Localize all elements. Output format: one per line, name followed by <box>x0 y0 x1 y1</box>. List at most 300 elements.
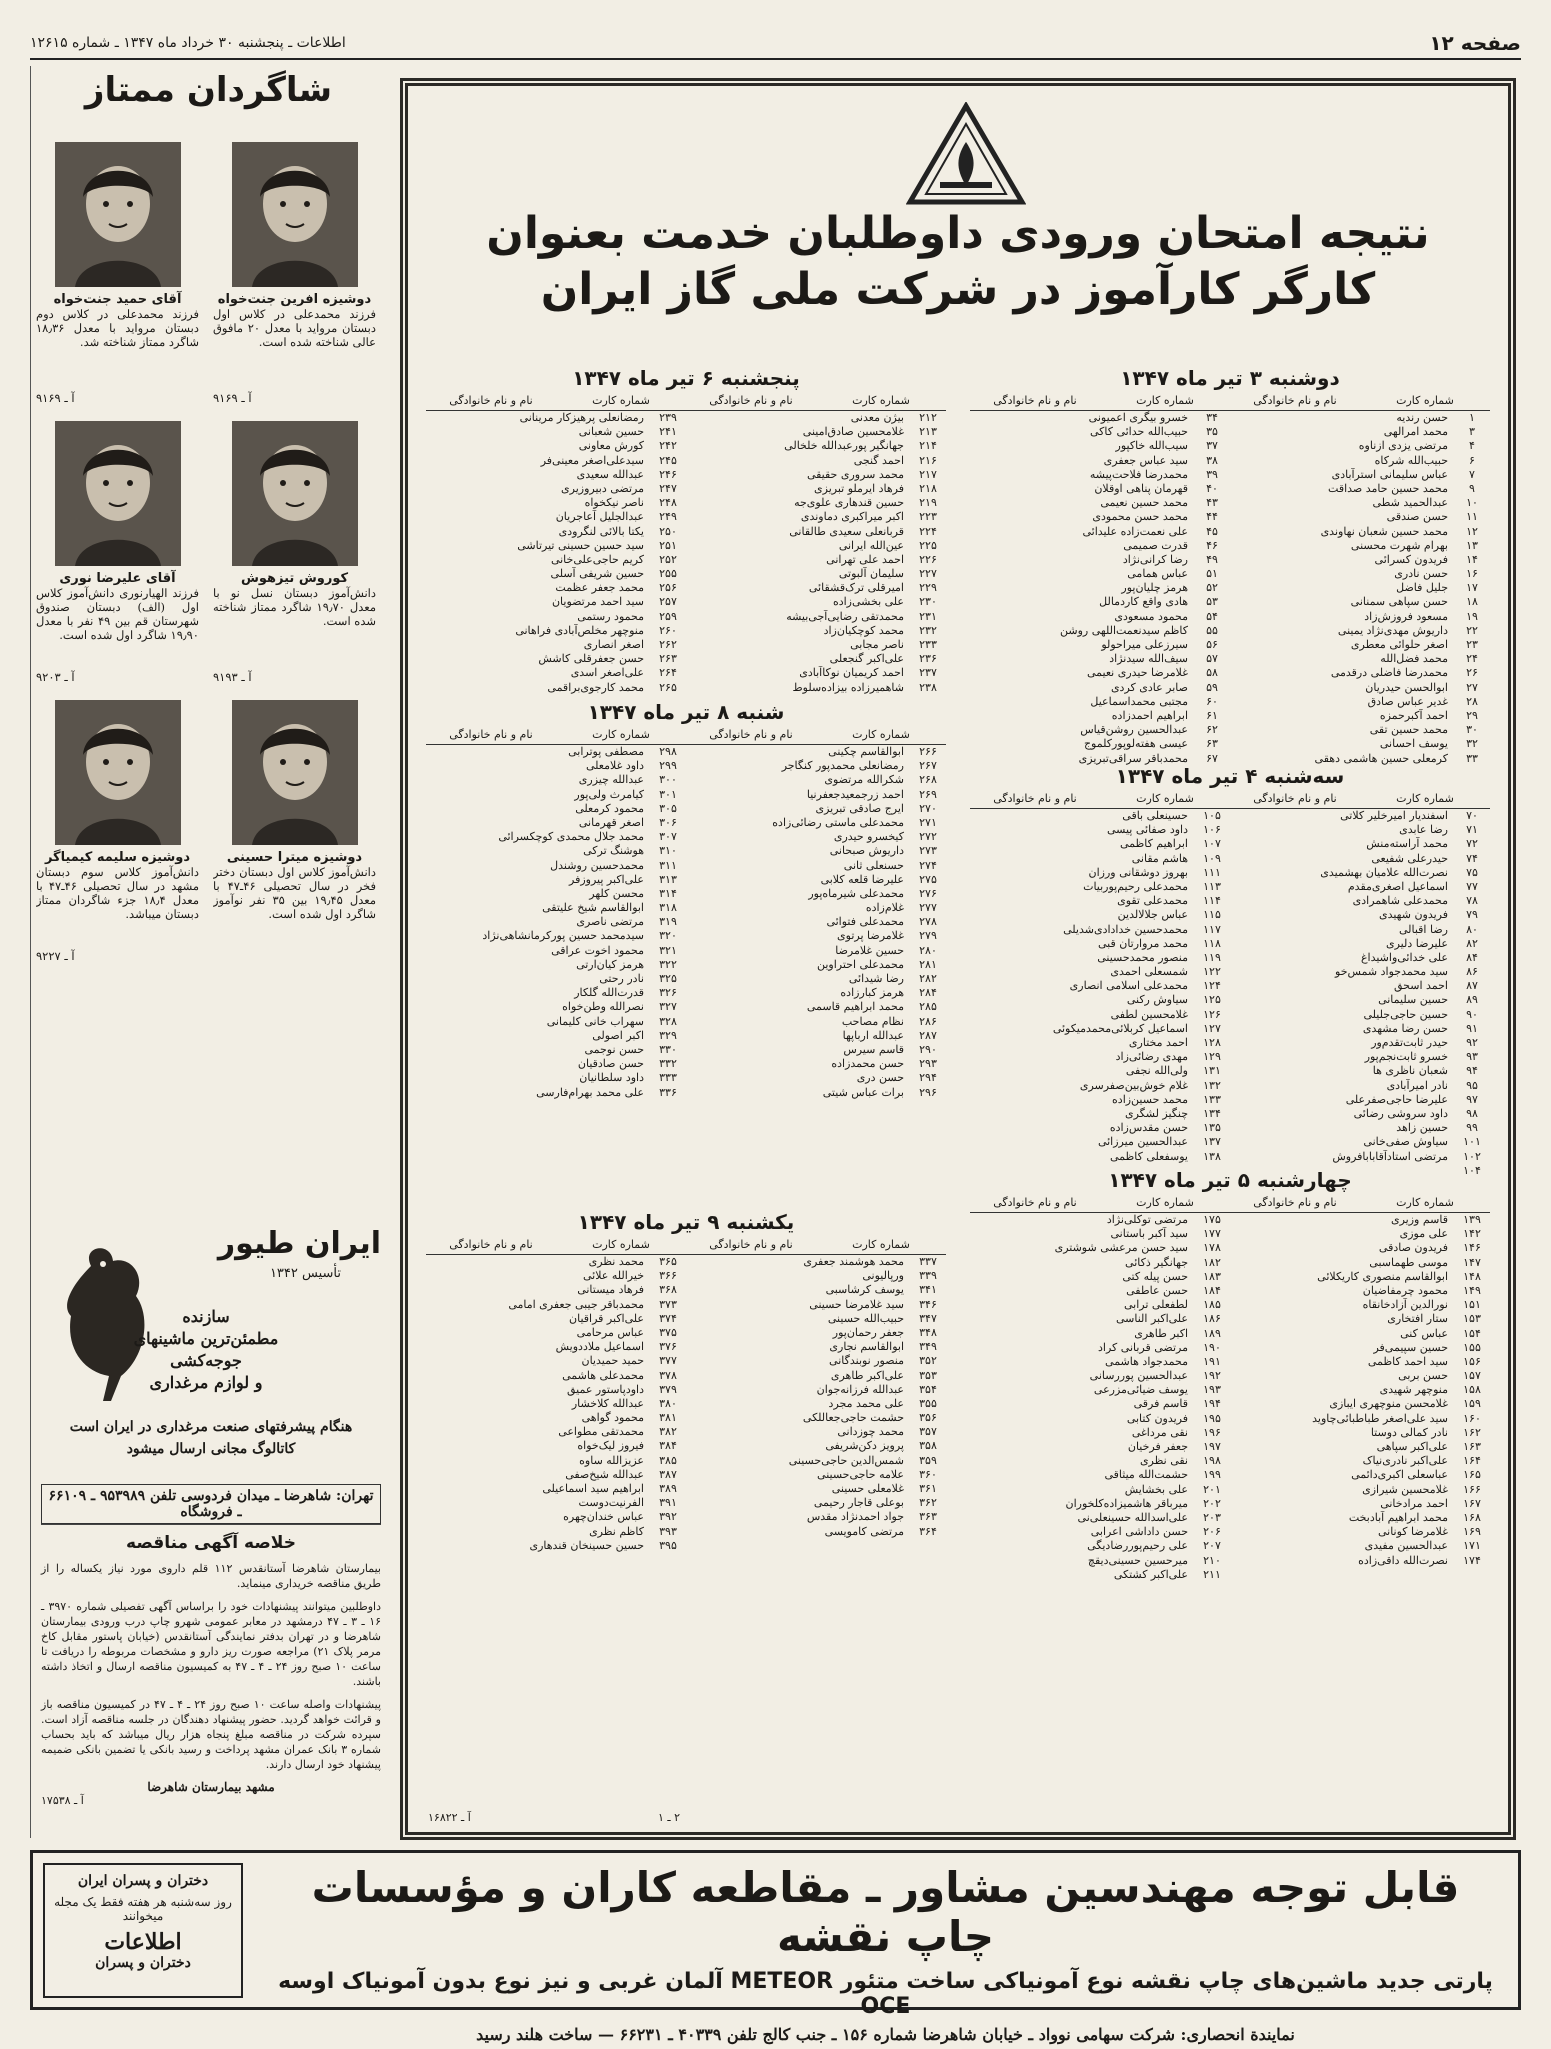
list-item <box>426 859 686 873</box>
card-number: ۳۲۹ <box>659 1028 677 1042</box>
person-name: مرتضی ناصری <box>576 915 644 929</box>
person-name: نظام مصاحب <box>841 1014 904 1028</box>
person-name: حسین حاجی‌جلیلی <box>1363 1007 1448 1021</box>
person-name: محمود رستمی <box>577 609 644 623</box>
list-item <box>970 1412 1230 1426</box>
person-name: ستار افتخاری <box>1387 1312 1448 1326</box>
person-name: قدرت صمیمی <box>1123 538 1188 552</box>
list-item <box>686 439 946 453</box>
list-item <box>1230 1412 1490 1426</box>
person-name: علی رحیم‌پوررضادیگی <box>1087 1539 1188 1553</box>
card-number: ۱۶۶ <box>1463 1482 1481 1496</box>
card-number: ۳۰۶ <box>659 815 677 829</box>
person-name: بهرام شهرت محسنی <box>1350 538 1448 552</box>
person-name: احمد مختاری <box>1128 1036 1188 1049</box>
list-item <box>1230 737 1490 751</box>
person-name: محمد جلال محمدی کوچکسرائی <box>498 830 644 844</box>
card-number: ۳۵۵ <box>919 1396 937 1410</box>
card-number: ۶۱ <box>1206 708 1218 722</box>
list-item <box>686 1383 946 1397</box>
card-number: ۲۸ <box>1466 694 1478 708</box>
card-number: ۲۶ <box>1466 666 1478 680</box>
list-item <box>1230 1554 1490 1568</box>
list-item <box>970 454 1230 468</box>
card-number: ۶۲ <box>1206 723 1218 737</box>
person-name: حسن رندیه <box>1396 411 1448 424</box>
person-name: هادی واقع کاردمالل <box>1099 595 1188 609</box>
person-name: محمد فضل‌الله <box>1380 652 1448 666</box>
card-number: ۲۱۸ <box>919 481 937 495</box>
column-headers: شماره کارت نام و نام خانوادگی شماره کارت نام و نام خانوادگی <box>970 790 1490 809</box>
card-number: ۳۲۲ <box>659 957 677 971</box>
list-item <box>970 1064 1230 1078</box>
person-name: منوچهر مخلص‌آبادی فراهانی <box>515 623 644 637</box>
card-number: ۱۲۲ <box>1203 965 1221 979</box>
list-item <box>1230 482 1490 496</box>
card-number: ۳۳۳ <box>659 1071 677 1085</box>
card-number: ۳۷۴ <box>659 1311 677 1325</box>
person-name: نصرالله وطن‌خواه <box>562 1000 644 1014</box>
list-item <box>1230 496 1490 510</box>
list-item <box>686 773 946 787</box>
list-item <box>970 1135 1230 1149</box>
list-item <box>1230 1093 1490 1107</box>
name-list <box>686 411 946 695</box>
card-number: ۲۸۷ <box>919 1028 937 1042</box>
list-item <box>686 454 946 468</box>
person-name: علی بخشایش <box>1124 1482 1188 1496</box>
ad-code: آ ـ ۹۲۲۷ <box>36 949 75 963</box>
card-number: ۳۲۱ <box>659 943 677 957</box>
card-number: ۲۷۲ <box>919 830 937 844</box>
list-item <box>1230 468 1490 482</box>
list-item <box>426 624 686 638</box>
card-number: ۳۶۰ <box>919 1467 937 1481</box>
card-number: ۲۶۸ <box>919 773 937 787</box>
list-item <box>970 567 1230 581</box>
person-name: حسین سپیمی‌فر <box>1373 1340 1448 1354</box>
person-name: محمدتقی رضایی‌آجی‌بیشه <box>786 609 904 623</box>
person-name: عبدالحسین روشن‌قیاس <box>1080 723 1188 737</box>
card-number: ۳۳۲ <box>659 1057 677 1071</box>
list-item <box>970 1050 1230 1064</box>
card-number: ۳۶۱ <box>919 1482 937 1495</box>
card-number: ۲۲۵ <box>919 538 937 552</box>
card-number: ۳۹ <box>1206 467 1218 481</box>
day-section-4 <box>426 364 946 695</box>
person-name: عباس کنی <box>1400 1326 1448 1340</box>
card-number: ۲۷۸ <box>919 915 937 929</box>
person-name: سیرزعلی میراحولو <box>1101 638 1188 651</box>
card-number: ۳۳۶ <box>659 1085 677 1099</box>
card-number: ۲۳۱ <box>919 609 937 623</box>
person-name: اکبر طاهری <box>1134 1326 1188 1340</box>
person-name: محمد حسین شعبان نهاوندی <box>1320 524 1448 538</box>
person-name: داود صفائی پیسی <box>1106 823 1188 837</box>
name-list <box>426 1255 686 1553</box>
person-name: حمید حمیدیان <box>581 1354 644 1368</box>
person-name: حیدرعلی شفیعی <box>1371 851 1448 865</box>
list-item <box>970 439 1230 453</box>
person-name: جهانگیر پورعبدالله خلخالی <box>784 439 904 453</box>
card-number: ۲۰۷ <box>1203 1539 1221 1553</box>
person-name: ولی‌الله نجفی <box>1125 1064 1188 1078</box>
list-item <box>426 581 686 595</box>
list-item <box>1230 1312 1490 1326</box>
name-list <box>1230 1213 1490 1582</box>
person-name: عبدالله ارباپها <box>842 1028 904 1042</box>
list-item <box>970 1327 1230 1341</box>
card-number: ۳۵۳ <box>919 1368 937 1382</box>
person-name: اصغر قهرمانی <box>578 815 644 829</box>
student-photo <box>232 700 358 845</box>
person-name: محمود چرمفاضیان <box>1362 1283 1448 1297</box>
list-item <box>426 773 686 787</box>
card-number: ۲۴ <box>1466 652 1478 666</box>
card-number: ۲۸۱ <box>919 957 937 971</box>
list-item <box>1230 581 1490 595</box>
card-number: ۲۷۵ <box>919 872 937 886</box>
list-item <box>1230 553 1490 567</box>
card-number: ۶ <box>1469 453 1475 467</box>
notice-title: خلاصه آگهی مناقصه <box>126 1533 296 1553</box>
person-name: علی موزی <box>1399 1227 1448 1241</box>
person-name: محمود مسعودی <box>1114 609 1188 623</box>
list-item <box>426 1269 686 1283</box>
list-item <box>1230 681 1490 695</box>
list-item <box>686 844 946 858</box>
list-item <box>426 425 686 439</box>
person-name: مرتضی استادآقابابافروش <box>1332 1149 1448 1163</box>
list-item <box>1230 411 1490 425</box>
person-name: غدیر عباس صادق <box>1367 694 1448 708</box>
list-item <box>686 567 946 581</box>
list-item <box>426 745 686 759</box>
card-number: ۳۷۶ <box>659 1340 677 1354</box>
person-name: رمضانعلی محمدپور کنگاجر <box>781 759 904 773</box>
card-number: ۱۳۸ <box>1203 1149 1221 1163</box>
card-number: ۲۲۶ <box>919 552 937 566</box>
card-number: ۸۴ <box>1466 950 1478 964</box>
list-item <box>970 1454 1230 1468</box>
person-name: علی‌اکبر گنجعلی <box>829 652 904 666</box>
list-item <box>426 1326 686 1340</box>
person-name: مصطفی پوترابی <box>568 745 644 758</box>
list-item <box>1230 1241 1490 1255</box>
person-name: فریدون صادقی <box>1378 1241 1448 1255</box>
card-number: ۱۹۶ <box>1203 1425 1221 1439</box>
list-item <box>686 1369 946 1383</box>
list-item <box>1230 951 1490 965</box>
person-name: نادر کمالی دوستا <box>1370 1425 1448 1439</box>
list-item <box>970 1093 1230 1107</box>
person-name: غلامحسین صادق‌امینی <box>802 425 904 439</box>
card-number: ۵۵ <box>1206 623 1218 637</box>
person-name: مرتضی کامویسی <box>824 1524 904 1538</box>
card-number: ۱۹۹ <box>1203 1468 1221 1482</box>
day-section-2 <box>970 762 1490 1178</box>
list-item <box>686 944 946 958</box>
person-name: مرتضی یزدی ازناوه <box>1358 439 1448 453</box>
card-number: ۱۱۹ <box>1203 950 1221 964</box>
list-item <box>970 737 1230 751</box>
card-number: ۱۶۴ <box>1463 1454 1481 1468</box>
card-number: ۱۰۴ <box>1463 1163 1481 1177</box>
list-item <box>686 1454 946 1468</box>
list-item <box>686 1255 946 1269</box>
list-item <box>686 745 946 759</box>
person-name: فریدون شهیدی <box>1378 908 1448 922</box>
list-item <box>1230 1150 1490 1164</box>
list-item <box>970 581 1230 595</box>
card-number: ۲۲۴ <box>919 524 937 538</box>
card-number: ۸۶ <box>1466 965 1478 979</box>
person-name: حسنعلی ثانی <box>843 858 904 872</box>
person-name: حسن پیله کتی <box>1122 1269 1188 1283</box>
card-number: ۳۹۱ <box>659 1496 677 1510</box>
list-item <box>686 915 946 929</box>
person-name: احمد اسحق <box>1393 979 1448 993</box>
person-name: سید غلامرضا حسینی <box>809 1297 904 1311</box>
person-name: احمد مرادخانی <box>1380 1496 1448 1510</box>
list-item <box>686 595 946 609</box>
list-item <box>1230 965 1490 979</box>
person-name: هرمز کیان‌ارتی <box>576 957 644 971</box>
person-name: شعبان ناظری ها <box>1372 1064 1448 1078</box>
card-number: ۲۰۱ <box>1203 1482 1221 1496</box>
student-name: دوشیزه افرین جنت‌خواه <box>217 292 372 307</box>
person-name: سیدمحمد حسین پورکرمانشاهی‌نژاد <box>482 929 644 943</box>
person-name: محمدحسین روشندل <box>550 858 644 872</box>
ad-origin: ساخت هلند رسید <box>476 2025 593 2044</box>
card-number: ۴۵ <box>1206 524 1218 538</box>
list-item <box>686 652 946 666</box>
card-number: ۱۷۷ <box>1203 1227 1221 1241</box>
card-number: ۳۸۲ <box>659 1425 677 1439</box>
person-name: حبیب‌الله شرکاه <box>1374 453 1448 467</box>
notice-paragraph: داوطلبین میتوانند پیشنهادات خود را براساس آگهی تفصیلی شماره ۳۹۷۰ ـ ۱۶ ـ ۳ ـ ۴۷ درمشهد در معابر عمومی شهرو چاپ درب ورودی بیمارستان شاهرضا و در تهران بدفتر نمایندگی آستانقدس (خیابان پاستور مقابل کاخ مرمر پلاک ۲۱) مراجعه صورت ریز دارو و مشخصات مربوطه را دریافت تا ساعت ۱۰ صبح روز ۲۴ ـ ۴ ـ ۴۷ به کمیسیون مناقصه ارسال و اتخاذ داشته باشند. <box>41 1600 382 1688</box>
list-item <box>970 482 1230 496</box>
person-name: نادر امیرآبادی <box>1386 1078 1448 1092</box>
card-number: ۱۶۹ <box>1463 1525 1481 1539</box>
list-item <box>686 759 946 773</box>
day-heading: چهارشنبه ۵ تیر ماه ۱۳۴۷ <box>1108 1168 1352 1192</box>
person-name: علی بخشی‌زاده <box>832 595 904 609</box>
list-item <box>1230 1107 1490 1121</box>
card-number: ۹۹ <box>1466 1121 1478 1135</box>
person-name: اسماعیل ملاددویش <box>555 1340 644 1354</box>
student-name: دوشیزه میترا حسینی <box>226 850 363 865</box>
person-name: جهانگیر ذکائی <box>1125 1255 1188 1269</box>
person-name: خیرالله علائی <box>583 1269 644 1283</box>
list-item <box>970 1511 1230 1525</box>
card-number: ۱۵۱ <box>1463 1298 1481 1312</box>
list-item <box>426 1255 686 1269</box>
person-name: محمد حسین نعیمی <box>1100 496 1188 510</box>
person-name: غلامحسین شیرازی <box>1362 1482 1448 1496</box>
person-name: محمدعلی شیرماه‌پور <box>808 886 904 900</box>
list-item <box>970 1241 1230 1255</box>
person-name: علی محمد مجرد <box>828 1396 904 1410</box>
card-number: ۳۰ <box>1466 723 1478 737</box>
list-item <box>426 468 686 482</box>
person-name: سید احمد مرتضویان <box>551 595 644 609</box>
card-number: ۱۴۸ <box>1463 1269 1481 1283</box>
list-item <box>426 454 686 468</box>
card-number: ۲۳۳ <box>919 638 937 651</box>
card-number: ۲۱۳ <box>919 425 937 439</box>
person-name: غلامحسن منوچهری ایبازی <box>1329 1397 1448 1411</box>
ad-subtext: هنگام پیشرفتهای صنعت مرغداری در ایران است کاتالوگ مجانی ارسال میشود <box>69 1419 353 1457</box>
card-number: ۱۶ <box>1466 567 1478 581</box>
card-number: ۵۱ <box>1206 567 1218 581</box>
iran-tayour-ad <box>41 1216 381 1520</box>
person-name: موسی طهماسبی <box>1369 1255 1448 1269</box>
list-item <box>426 1071 686 1085</box>
name-list <box>970 411 1230 766</box>
person-name: علیرضا دلیری <box>1385 936 1448 950</box>
card-number: ۳۱۰ <box>659 844 677 858</box>
card-number: ۳۰۵ <box>659 801 677 815</box>
card-number: ۱۷۱ <box>1463 1539 1481 1553</box>
list-item <box>970 1312 1230 1326</box>
person-name: منوچهر شهیدی <box>1379 1383 1448 1397</box>
person-name: علی‌اصغر اسدی <box>570 666 644 680</box>
card-number: ۴ <box>1469 439 1475 453</box>
card-number: ۱۷۸ <box>1203 1241 1221 1255</box>
person-name: سیاوش رکنی <box>1126 993 1188 1007</box>
list-item <box>426 1383 686 1397</box>
list-item <box>1230 837 1490 851</box>
card-number: ۱۲۹ <box>1203 1050 1221 1064</box>
list-item <box>686 425 946 439</box>
notice-code: آ ـ ۱۷۵۳۸ <box>41 1794 84 1807</box>
card-number: ۱۵۳ <box>1463 1312 1481 1326</box>
person-name: فریدون کتابی <box>1126 1411 1188 1425</box>
card-number: ۱۹۴ <box>1203 1397 1221 1411</box>
exam-results-box <box>400 78 1516 1840</box>
person-name: ابوالقاسم شیخ علیتقی <box>542 901 644 915</box>
list-item <box>426 1015 686 1029</box>
person-name: محمدعلی تقوی <box>1117 894 1188 908</box>
student-description: دانش‌آموز کلاس اول دبستان دختر فخر در سال تحصیلی ۴۶ـ۴۷ با معدل ۱۹٫۴۵ بین ۳۵ نفر نوآموز شاگرد اول شده است. <box>213 865 376 921</box>
person-name: اسفندیار امیرخلیر کلاتی <box>1340 809 1448 822</box>
card-number: ۱۸ <box>1466 595 1478 609</box>
card-number: ۷ <box>1469 467 1475 481</box>
card-number: ۱۵۹ <box>1463 1397 1481 1411</box>
card-number: ۲۷ <box>1466 680 1478 694</box>
student-photo <box>55 700 181 845</box>
person-name: کاظم نظری <box>589 1524 644 1538</box>
list-item <box>970 1121 1230 1135</box>
list-item <box>426 958 686 972</box>
card-number: ۲۱۴ <box>919 439 937 453</box>
card-number: ۲۷۴ <box>919 858 937 872</box>
card-number: ۱۳۳ <box>1203 1092 1221 1106</box>
ad-since: تأسیس ۱۳۴۲ <box>269 1266 341 1281</box>
list-item <box>1230 1213 1490 1227</box>
honor-student <box>213 700 376 963</box>
card-number: ۲۱۹ <box>919 496 937 510</box>
list-item <box>1230 809 1490 823</box>
card-number: ۲۴۸ <box>659 496 677 510</box>
notice-paragraph: بیمارستان شاهرضا آستانقدس ۱۱۲ قلم داروی مورد نیاز یکساله را از طریق مناقصه خریداری مینماید. <box>41 1562 381 1590</box>
student-description: دانش‌آموز کلاس سوم دبستان مشهد در سال تحصیلی ۴۶ـ۴۷ با معدل ۱۸٫۴ جزء شاگردان ممتاز دبستان میباشد. <box>36 865 199 921</box>
person-name: علی‌اکبر پیروزفر <box>569 872 644 886</box>
person-name: احمد گنجی <box>853 453 904 467</box>
list-item <box>1230 1355 1490 1369</box>
person-name: محمدعلی شاهمرادی <box>1352 894 1448 908</box>
person-name: عبدالله سعیدی <box>576 467 644 481</box>
person-name: محمدباقر جیبی جعفری امامی <box>508 1297 644 1311</box>
card-number: ۲۶۰ <box>659 623 677 637</box>
student-description: دانش‌آموز دبستان نسل نو با معدل ۱۹٫۷۰ شاگرد ممتاز شناخته شده است. <box>213 586 376 628</box>
card-number: ۳۴۷ <box>919 1311 937 1325</box>
name-list <box>426 411 686 695</box>
masthead <box>30 28 1521 60</box>
list-item <box>686 1086 946 1100</box>
card-number: ۱۳۲ <box>1203 1078 1221 1092</box>
list-item <box>970 411 1230 425</box>
person-name: علی خدائی‌واشیداغ <box>1360 950 1448 964</box>
day-section-1 <box>970 364 1490 766</box>
card-number: ۱۰۷ <box>1203 837 1221 851</box>
list-item <box>686 1397 946 1411</box>
card-number: ۲۲۷ <box>919 567 937 581</box>
card-number: ۱۶۵ <box>1463 1468 1481 1482</box>
list-item <box>686 510 946 524</box>
list-item <box>1230 1298 1490 1312</box>
list-item <box>686 1283 946 1297</box>
person-name: عبدالله شیخ‌صفی <box>565 1467 644 1481</box>
card-number: ۲۰۲ <box>1203 1496 1221 1510</box>
day-heading: یکشنبه ۹ تیر ماه ۱۳۴۷ <box>577 1210 795 1234</box>
card-number: ۳۲۰ <box>659 929 677 943</box>
person-name: احمد زرجمعیدجعفرنیا <box>806 787 904 801</box>
list-item <box>970 666 1230 680</box>
card-number: ۳۷۷ <box>659 1354 677 1368</box>
card-number: ۲۴۷ <box>659 481 677 495</box>
person-name: بوعلی قاجار رحیمی <box>813 1496 904 1510</box>
card-number: ۱۲۵ <box>1203 993 1221 1007</box>
card-number: ۳۵ <box>1206 425 1218 439</box>
person-name: محمد حسن محمودی <box>1092 510 1188 524</box>
person-name: سید علی‌اصغر طباطبائی‌چاوید <box>1312 1411 1448 1425</box>
person-name: سید عباس جعفری <box>1103 453 1188 467</box>
list-item <box>1230 1327 1490 1341</box>
list-item <box>426 1354 686 1368</box>
person-name: مرتضی قربانی کراد <box>1098 1340 1188 1354</box>
list-item <box>970 695 1230 709</box>
ad-line-2: پارتی جدید ماشین‌های چاپ نقشه نوع آمونیاکی ساخت متئور METEOR آلمان غربی و نیز نوع بدون آمونیاک اوسه OCE <box>278 1969 1493 2019</box>
list-item <box>970 979 1230 993</box>
card-number: ۳۲۵ <box>659 972 677 985</box>
day-section-6 <box>426 1208 946 1553</box>
list-item <box>686 1326 946 1340</box>
list-item <box>970 468 1230 482</box>
person-name: کاظم سیدنعمت‌اللهی روشن <box>1060 623 1188 637</box>
issue-line: اطلاعات ـ پنجشنبه ۳۰ خرداد ماه ۱۳۴۷ ـ شماره ۱۲۶۱۵ <box>30 35 346 51</box>
person-name: محمدعلی احتراوین <box>816 957 904 971</box>
ad-code: آ ـ ۱۶۸۲۲ <box>428 1811 471 1824</box>
card-number: ۳۶۶ <box>659 1269 677 1283</box>
person-name: عبدالله کلاخشار <box>571 1396 644 1410</box>
person-name: محسن کلهر <box>589 886 644 900</box>
list-item <box>426 1539 686 1553</box>
card-number: ۱۷۴ <box>1463 1553 1481 1567</box>
person-name: لطفعلی ترابی <box>1124 1298 1188 1312</box>
list-item <box>970 1568 1230 1582</box>
